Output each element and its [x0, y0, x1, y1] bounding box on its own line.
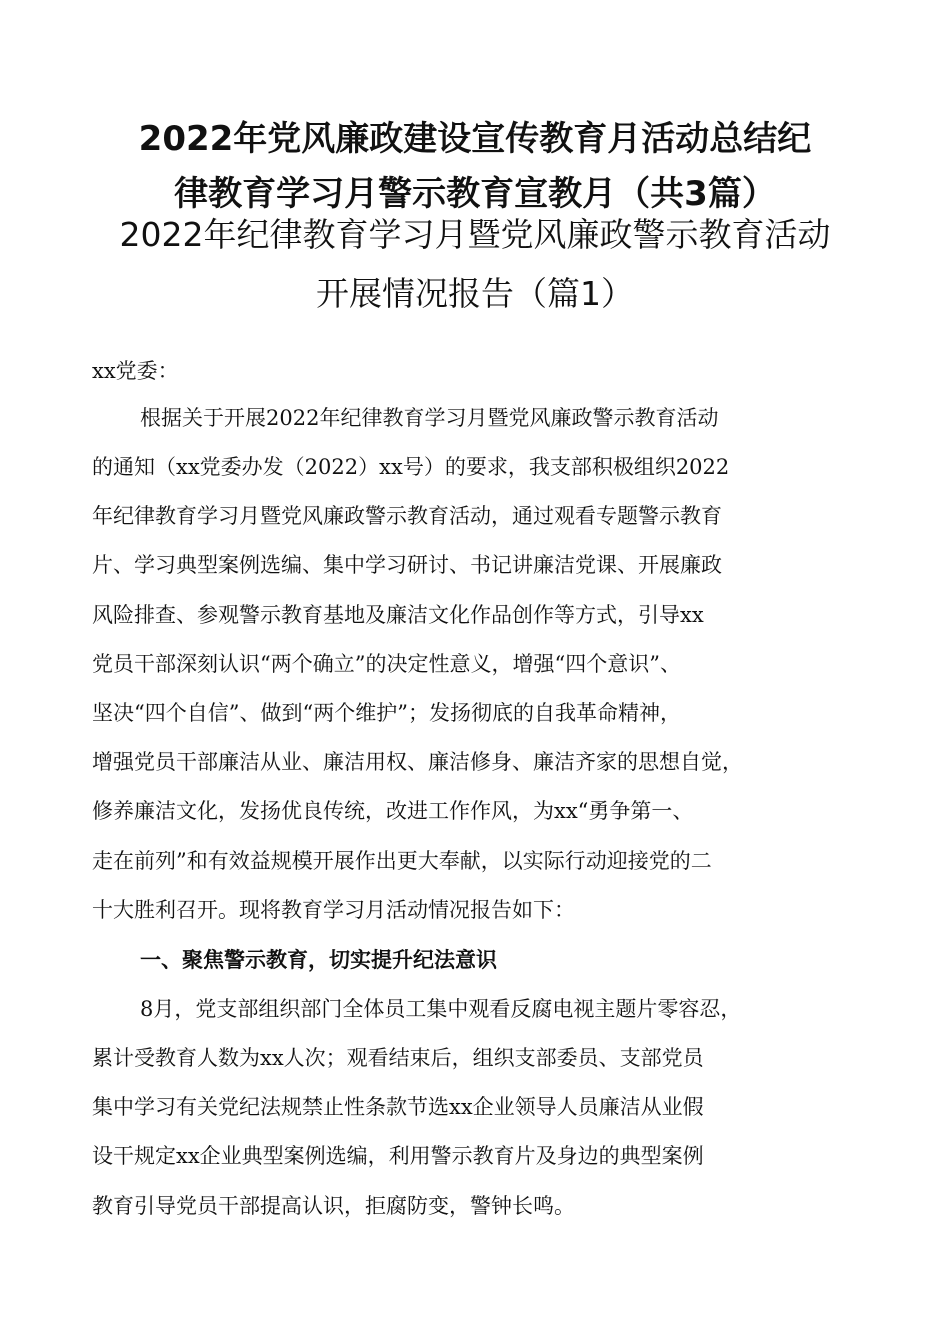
subtitle-line-2: 开展情况报告（篇1） — [316, 274, 634, 313]
paragraph-2-line-4: 设干规定xx企业典型案例选编，利用警示教育片及身边的典型案例 — [92, 1144, 704, 1168]
paragraph-1-line-1: 根据关于开展2022年纪律教育学习月暨党风廉政警示教育活动 — [140, 406, 719, 430]
subtitle-line-1: 2022年纪律教育学习月暨党风廉政警示教育活动 — [119, 215, 831, 254]
paragraph-1-line-9: 修养廉洁文化，发扬优良传统，改进工作作风，为xx“勇争第一、 — [92, 799, 694, 823]
paragraph-1-line-5: 风险排查、参观警示教育基地及廉洁文化作品创作等方式，引导xx — [92, 603, 704, 627]
paragraph-1-line-2: 的通知（xx党委办发（2022）xx号）的要求，我支部积极组织2022 — [92, 455, 730, 479]
paragraph-2-line-3: 集中学习有关党纪法规禁止性条款节选xx企业领导人员廉洁从业假 — [92, 1095, 704, 1119]
paragraph-1-line-7: 坚决“四个自信”、做到“两个维护”；发扬彻底的自我革命精神， — [92, 701, 681, 725]
paragraph-1-line-11: 十大胜利召开。现将教育学习月活动情况报告如下： — [92, 898, 575, 922]
paragraph-2-line-2: 累计受教育人数为xx人次；观看结束后，组织支部委员、支部党员 — [92, 1046, 704, 1070]
paragraph-1-line-3: 年纪律教育学习月暨党风廉政警示教育活动，通过观看专题警示教育 — [92, 504, 722, 528]
section-1-heading: 一、聚焦警示教育，切实提升纪法意识 — [140, 948, 497, 972]
report-subtitle — [60, 205, 890, 323]
paragraph-1-line-4: 片、学习典型案例选编、集中学习研讨、书记讲廉洁党课、开展廉政 — [92, 553, 722, 577]
salutation: xx党委： — [92, 359, 179, 383]
title-line-1: 2022年党风廉政建设宣传教育月活动总结纪 — [138, 119, 812, 159]
paragraph-1-line-8: 增强党员干部廉洁从业、廉洁用权、廉洁修身、廉洁齐家的思想自觉， — [92, 750, 743, 774]
paragraph-2-line-1: 8月，党支部组织部门全体员工集中观看反腐电视主题片零容忍， — [140, 997, 742, 1021]
paragraph-1-line-10: 走在前列”和有效益规模开展作出更大奉献，以实际行动迎接党的二 — [92, 849, 712, 873]
title-line-2: 律教育学习月警示教育宣教月（共3篇） — [174, 174, 776, 214]
paragraph-1-line-6: 党员干部深刻认识“两个确立”的决定性意义，增强“四个意识”、 — [92, 652, 681, 676]
paragraph-2-line-5: 教育引导党员干部提高认识，拒腐防变，警钟长鸣。 — [92, 1194, 575, 1218]
